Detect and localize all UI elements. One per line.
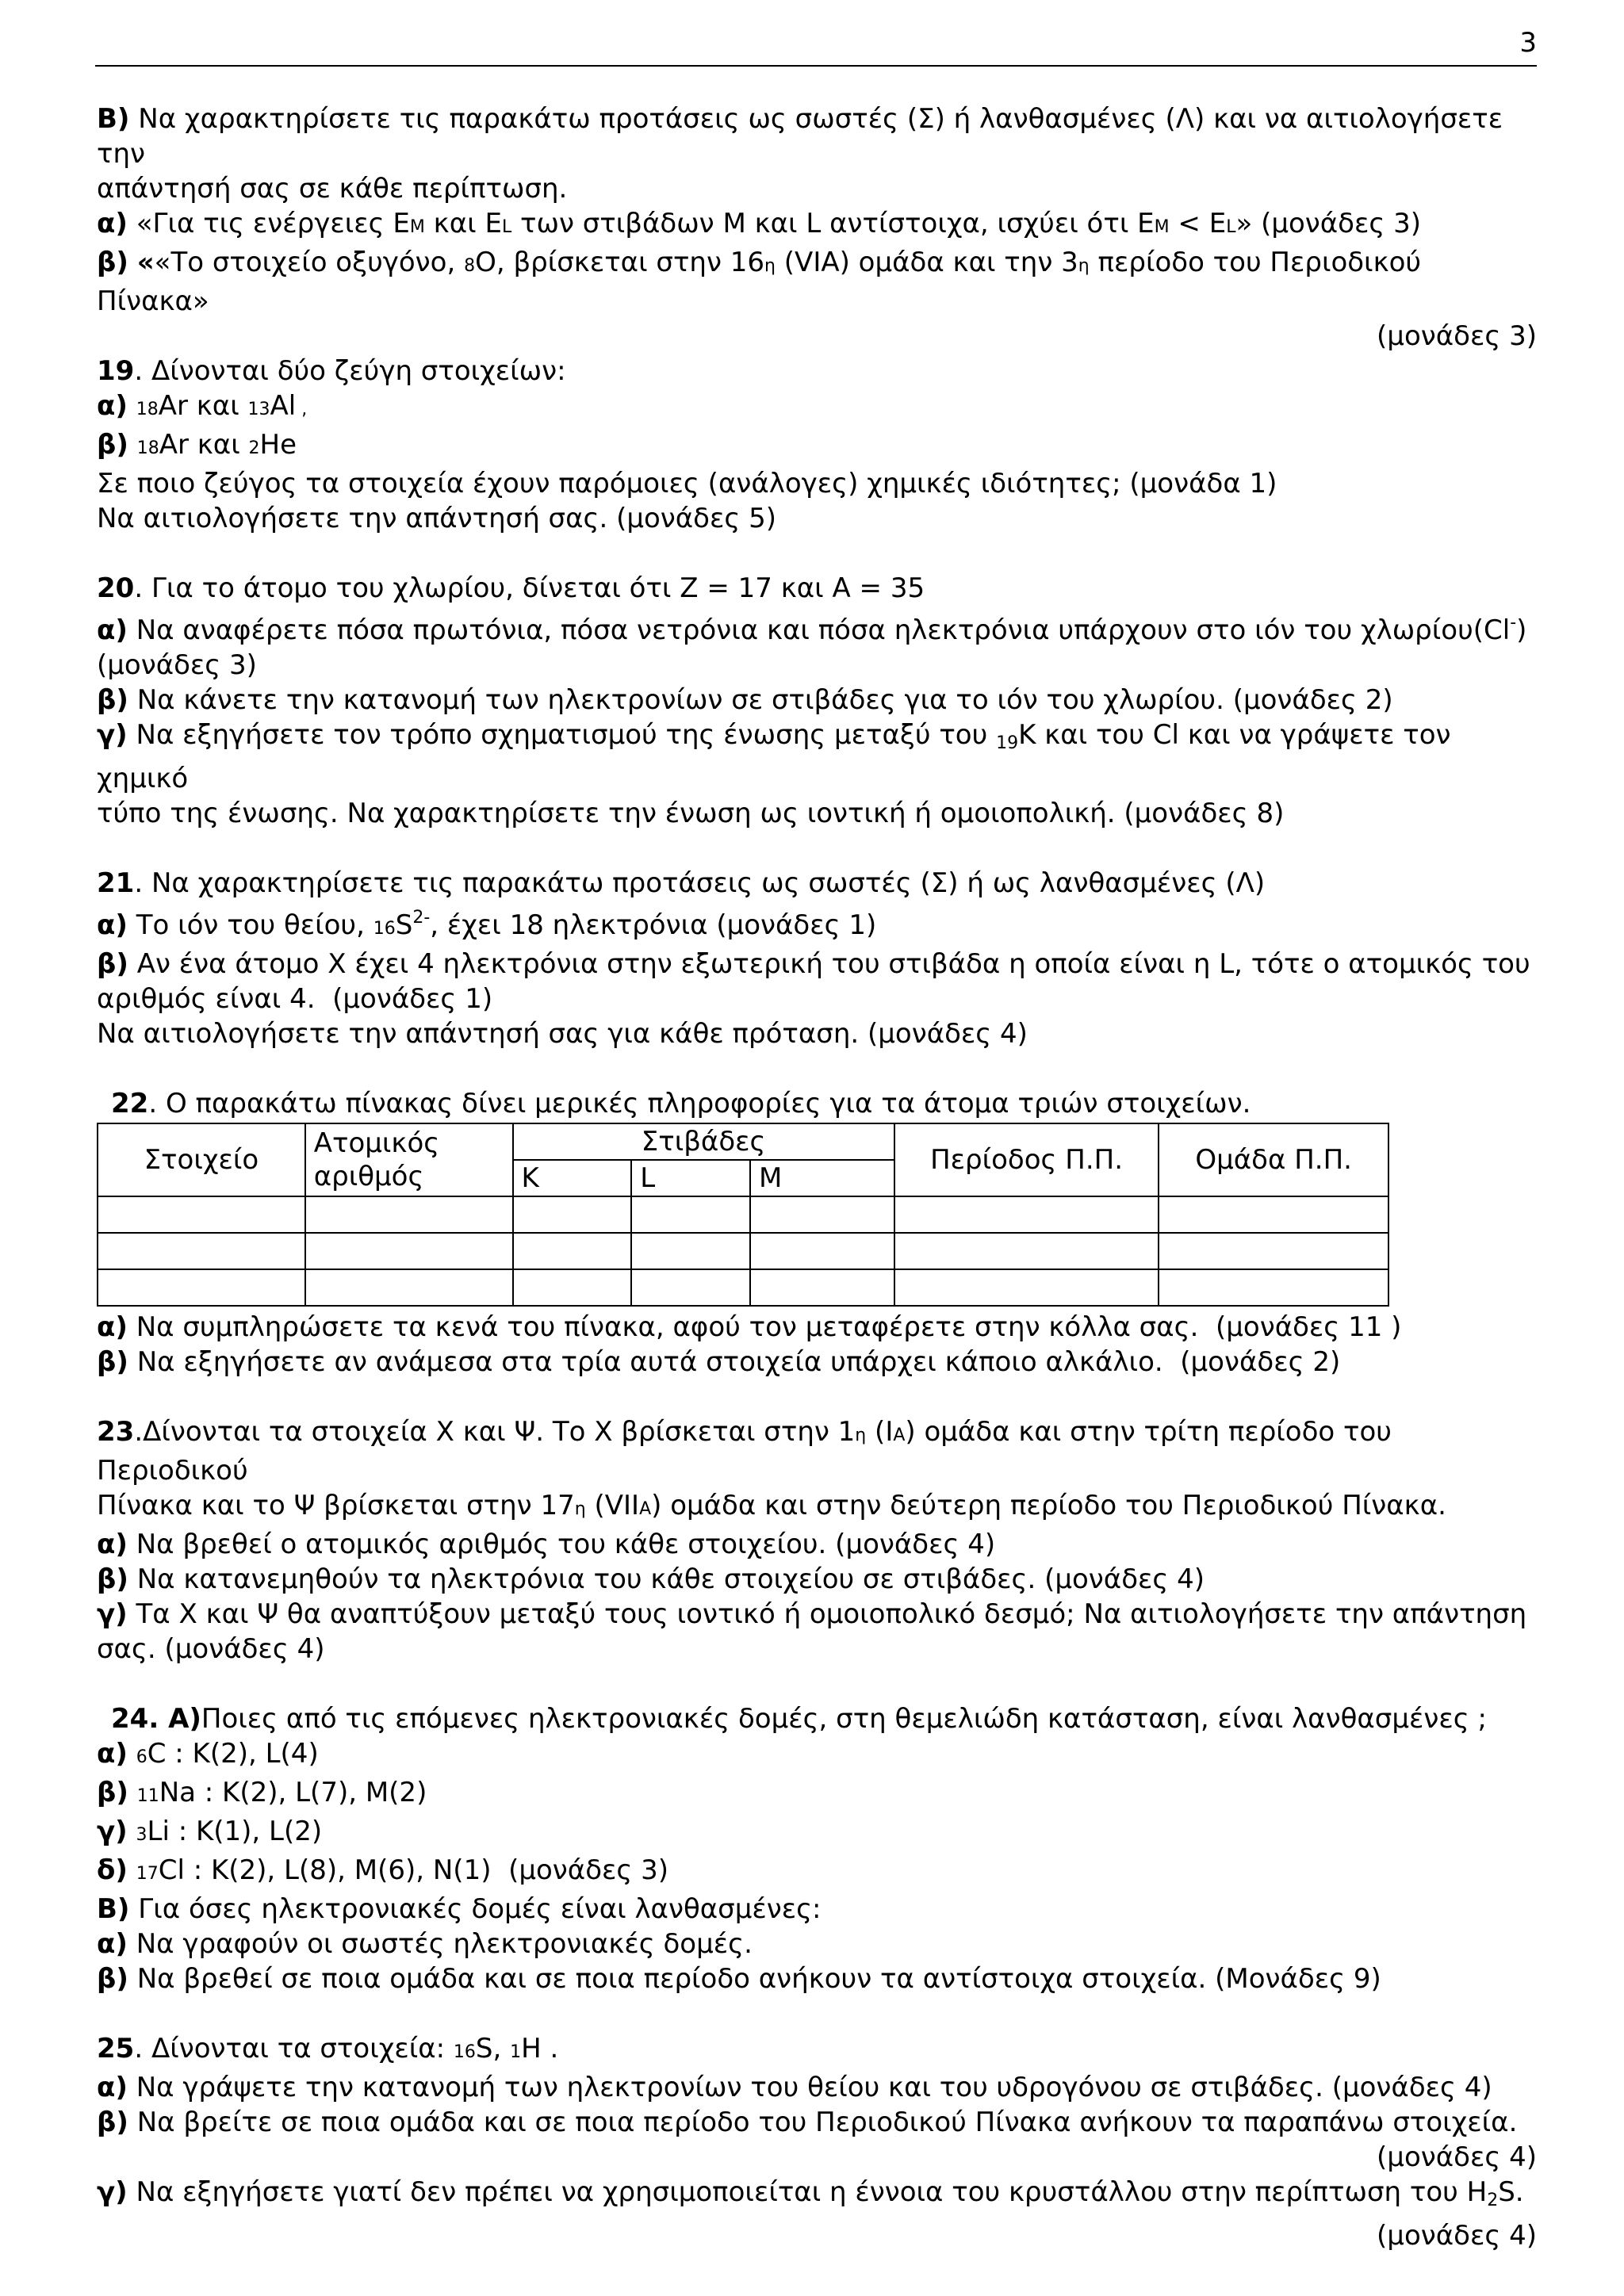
ordinal: η bbox=[855, 1425, 867, 1445]
atomic-number: 2 bbox=[248, 438, 260, 458]
q19-line4: Σε ποιο ζεύγος τα στοιχεία έχουν παρόμοιες (ανάλογες) χημικές ιδιότητες; (μονάδα 1) bbox=[97, 468, 1277, 499]
table-row bbox=[98, 1269, 1388, 1306]
atomic-number: 6 bbox=[136, 1747, 147, 1767]
t: . Δίνονται δύο ζεύγη στοιχείων: bbox=[134, 355, 566, 387]
question-number: 22 bbox=[111, 1088, 149, 1119]
label-B: B) bbox=[97, 103, 130, 135]
label-d: δ) bbox=[97, 1854, 128, 1886]
q24-Bb bbox=[97, 1961, 1537, 1996]
t: Να κάνετε την κατανομή των ηλεκτρονίων σε στιβάδες για το ιόν του χλωρίου. (μονάδες 2) bbox=[128, 684, 1393, 716]
t: Να βρεθεί ο ατομικός αριθμός του κάθε στοιχείου. (μονάδες 4) bbox=[127, 1529, 996, 1560]
t: Να εξηγήσετε τον τρόπο σχηματισμού της ένωσης μεταξύ του bbox=[127, 719, 997, 751]
t: Ατομικός bbox=[313, 1127, 440, 1159]
t: O, βρίσκεται στην 16 bbox=[475, 247, 765, 278]
q21-b bbox=[97, 947, 1537, 982]
q21-b-line2: αριθμός είναι 4. (μονάδες 1) bbox=[97, 983, 493, 1015]
label-a: α) bbox=[97, 909, 128, 941]
question-number: 23 bbox=[97, 1416, 135, 1448]
q22-a bbox=[97, 1310, 1537, 1345]
t: (I bbox=[866, 1416, 894, 1448]
t: A bbox=[893, 1425, 906, 1445]
atomic-number: 1 bbox=[510, 2042, 522, 2062]
label-b: β) bbox=[97, 1346, 128, 1378]
label-b: β) bbox=[97, 948, 128, 980]
header-atomic-number bbox=[305, 1123, 513, 1196]
t: Να γράψετε την κατανομή των ηλεκτρονίων του θείου και του υδρογόνου σε στιβάδες. (μονάδες 4) bbox=[127, 2072, 1492, 2103]
q25-c bbox=[97, 2175, 1537, 2218]
q20-a-marks: (μονάδες 3) bbox=[97, 649, 257, 681]
q23-title bbox=[97, 1414, 1537, 1488]
t: . Δίνονται τα στοιχεία: bbox=[134, 2033, 454, 2064]
q25-c-marks: (μονάδες 4) bbox=[1377, 2220, 1537, 2252]
t: Na : K(2), L(7), M(2) bbox=[159, 1777, 427, 1808]
atomic-number: 3 bbox=[136, 1825, 147, 1845]
label-b: β) bbox=[97, 247, 128, 278]
sub-M: M bbox=[409, 217, 425, 237]
label-b: β) bbox=[97, 1777, 128, 1808]
label-a: α) bbox=[97, 1311, 128, 1343]
t: Li : K(1), L(2) bbox=[147, 1816, 323, 1847]
t: < E bbox=[1169, 208, 1227, 239]
question-number: 20 bbox=[97, 572, 135, 604]
q24-B bbox=[97, 1892, 1537, 1927]
q23-a bbox=[97, 1527, 1537, 1562]
t: Να εξηγήσετε γιατί δεν πρέπει να χρησιμοποιείται η έννοια του κρυστάλλου στην περίπτωση του H bbox=[127, 2176, 1488, 2208]
header-rule bbox=[95, 65, 1537, 67]
q25-title bbox=[97, 2031, 1537, 2070]
q19-a bbox=[97, 388, 1537, 427]
t: A bbox=[639, 1499, 652, 1519]
t: Ar και bbox=[158, 390, 248, 422]
t: S, bbox=[475, 2033, 511, 2064]
label-b: β) bbox=[97, 1563, 128, 1595]
question-number: 21 bbox=[97, 867, 135, 899]
q21-title bbox=[97, 866, 1537, 901]
q25-a bbox=[97, 2070, 1537, 2105]
t: Ar και bbox=[159, 429, 249, 461]
charge: 2- bbox=[412, 908, 431, 928]
question-number: 25 bbox=[97, 2033, 135, 2064]
spacer bbox=[97, 1667, 1537, 1701]
t: Αν ένα άτομο X έχει 4 ηλεκτρόνια στην εξωτερική του στιβάδα η οποία είναι η L, τότε ο ατομικός του bbox=[128, 948, 1530, 980]
atomic-number: 19 bbox=[996, 733, 1019, 753]
t: Να εξηγήσετε αν ανάμεσα στα τρία αυτά στοιχεία υπάρχει κάποιο αλκάλιο. (μονάδες 2) bbox=[128, 1346, 1341, 1378]
q20-b bbox=[97, 683, 1537, 718]
atomic-number: 17 bbox=[136, 1864, 159, 1884]
atomic-number: 11 bbox=[136, 1786, 159, 1806]
question-number: 19 bbox=[97, 355, 135, 387]
atomic-number: 13 bbox=[247, 400, 270, 419]
t: ) ομάδα και στην δεύτερη περίοδο του Περιοδικού Πίνακα. bbox=[651, 1490, 1446, 1521]
spacer bbox=[97, 831, 1537, 866]
header-K: K bbox=[513, 1160, 632, 1196]
t: περίοδο του Περιοδικού Πίνακα» bbox=[97, 247, 1430, 317]
header-element: Στοιχείο bbox=[98, 1123, 305, 1196]
header-group: Ομάδα Π.Π. bbox=[1159, 1123, 1388, 1196]
atomic-number: 18 bbox=[136, 400, 159, 419]
t: των στιβάδων M και L αντίστοιχα, ισχύει ότι E bbox=[511, 208, 1155, 239]
q21-a bbox=[97, 901, 1537, 947]
t: » (μονάδες 3) bbox=[1235, 208, 1422, 239]
q25-b bbox=[97, 2105, 1537, 2140]
label-c: γ) bbox=[97, 1816, 128, 1847]
q25-b-marks: (μονάδες 4) bbox=[1377, 2141, 1537, 2173]
q20-c bbox=[97, 718, 1537, 796]
t: Cl : K(2), L(8), M(6), N(1) (μονάδες 3) bbox=[158, 1854, 669, 1886]
label-b: β) bbox=[97, 429, 128, 461]
t: K και του Cl και να γράψετε τον χημικό bbox=[97, 719, 1460, 794]
label-a: α) bbox=[97, 2072, 128, 2103]
t: Να συμπληρώσετε τα κενά του πίνακα, αφού τον μεταφέρετε στην κόλλα σας. (μονάδες 11 ) bbox=[127, 1311, 1402, 1343]
t: «Για τις ενέργειες E bbox=[136, 208, 410, 239]
q20-a bbox=[97, 606, 1537, 648]
label-c: γ) bbox=[97, 2176, 128, 2208]
spacer bbox=[97, 536, 1537, 571]
label-a: α) bbox=[97, 614, 128, 646]
t: Τα X και Ψ θα αναπτύξουν μεταξύ τους ιοντικό ή ομοιοπολικό δεσμό; Να αιτιολογήσετε την απάντηση bbox=[127, 1598, 1527, 1630]
q24-a bbox=[97, 1736, 1537, 1775]
qB-a bbox=[97, 206, 1537, 245]
q20-c-line2: τύπο της ένωσης. Να χαρακτηρίσετε την ένωση ως ιοντική ή ομοιοπολική. (μονάδες 8) bbox=[97, 798, 1285, 829]
t: και E bbox=[424, 208, 502, 239]
label-b: β) bbox=[97, 2107, 128, 2138]
t: .Δίνονται τα στοιχεία X και Ψ. Το X βρίσκεται στην 1 bbox=[134, 1416, 856, 1448]
label-a: α) bbox=[97, 208, 128, 239]
t: Πίνακα και το Ψ βρίσκεται στην 17 bbox=[97, 1490, 575, 1521]
qB-b: β) ««Το στοιχείο οξυγόνο, 8O, βρίσκεται στην 16η (VIA) ομάδα και την 3η περίοδο του Περιοδικού Πίνακα» bbox=[97, 247, 1430, 317]
header-L: L bbox=[631, 1160, 750, 1196]
label-b: β) bbox=[97, 684, 128, 716]
q21-line4: Να αιτιολογήσετε την απάντησή σας για κάθε πρόταση. (μονάδες 4) bbox=[97, 1018, 1028, 1050]
t: (VIA) ομάδα και την 3 bbox=[775, 247, 1078, 278]
elements-table bbox=[97, 1123, 1389, 1307]
t: Να γραφούν οι σωστές ηλεκτρονιακές δομές. bbox=[127, 1928, 753, 1960]
q24-Ba bbox=[97, 1927, 1537, 1961]
label-a: α) bbox=[97, 1738, 128, 1770]
header-shells: Στιβάδες bbox=[513, 1123, 894, 1160]
label-c: γ) bbox=[97, 719, 128, 751]
t: Για όσες ηλεκτρονιακές δομές είναι λανθασμένες: bbox=[129, 1893, 822, 1925]
qB-line1 bbox=[97, 101, 1537, 171]
header-M: M bbox=[750, 1160, 894, 1196]
ordinal: η bbox=[764, 256, 776, 276]
sub-M: M bbox=[1154, 217, 1170, 237]
t: . Για το άτομο του χλωρίου, δίνεται ότι Z = 17 και A = 35 bbox=[134, 572, 925, 604]
t: . Να χαρακτηρίσετε τις παρακάτω προτάσεις ως σωστές (Σ) ή ως λανθασμένες (Λ) bbox=[134, 867, 1266, 899]
label-a: α) bbox=[97, 1529, 128, 1560]
atomic-number: 16 bbox=[373, 919, 396, 939]
t: C : K(2), L(4) bbox=[147, 1738, 319, 1770]
label-c: γ) bbox=[97, 1598, 128, 1630]
spacer bbox=[97, 1996, 1537, 2031]
t: H . bbox=[521, 2033, 559, 2064]
t: Να αναφέρετε πόσα πρωτόνια, πόσα νετρόνια και πόσα ηλεκτρόνια υπάρχουν στο ιόν του χλωρίου(Cl bbox=[127, 614, 1511, 646]
charge: - bbox=[1510, 613, 1517, 633]
sub-L: L bbox=[501, 217, 512, 237]
t: αριθμός bbox=[313, 1161, 424, 1192]
label-a: α) bbox=[97, 1928, 128, 1960]
atomic-number: 16 bbox=[453, 2042, 476, 2062]
page-number: 3 bbox=[1519, 27, 1537, 59]
label-a: α) bbox=[97, 390, 128, 422]
subscript: 2 bbox=[1487, 2191, 1499, 2210]
q23-b bbox=[97, 1562, 1537, 1597]
sub-L: L bbox=[1226, 217, 1236, 237]
q19-line5: Να αιτιολογήσετε την απάντησή σας. (μονάδες 5) bbox=[97, 503, 777, 534]
ordinal: η bbox=[574, 1499, 586, 1519]
table-row bbox=[98, 1233, 1388, 1269]
t: He bbox=[259, 429, 297, 461]
label-B: B) bbox=[97, 1893, 130, 1925]
atomic-number: 18 bbox=[136, 438, 159, 458]
t: ) bbox=[1516, 614, 1527, 646]
t: «Το στοιχείο οξυγόνο, bbox=[154, 247, 465, 278]
t: Να κατανεμηθούν τα ηλεκτρόνια του κάθε στοιχείου σε στιβάδες. (μονάδες 4) bbox=[128, 1563, 1205, 1595]
t: , έχει 18 ηλεκτρόνια (μονάδες 1) bbox=[430, 909, 877, 941]
ordinal: η bbox=[1078, 256, 1090, 276]
q19-title bbox=[97, 354, 1537, 388]
q24-title bbox=[97, 1701, 1537, 1736]
t: , bbox=[296, 400, 308, 419]
q23-line2 bbox=[97, 1488, 1537, 1527]
q20-title bbox=[97, 571, 1537, 606]
document-body bbox=[97, 101, 1537, 2253]
label-b: β) bbox=[97, 1963, 128, 1995]
t: Να βρεθεί σε ποια ομάδα και σε ποια περίοδο ανήκουν τα αντίστοιχα στοιχεία. (Μονάδες 9) bbox=[128, 1963, 1381, 1995]
t: ) ομάδα και στην τρίτη περίοδο του Περιοδικού bbox=[97, 1416, 1400, 1487]
header-period: Περίοδος Π.Π. bbox=[894, 1123, 1159, 1196]
t: (VII bbox=[585, 1490, 640, 1521]
t: Al bbox=[270, 390, 297, 422]
q23-c bbox=[97, 1597, 1537, 1632]
qB-marks: (μονάδες 3) bbox=[1377, 320, 1537, 352]
t: S bbox=[395, 909, 413, 941]
t: Να βρείτε σε ποια ομάδα και σε ποια περίοδο του Περιοδικού Πίνακα ανήκουν τα παραπάνω στοιχεία. bbox=[128, 2107, 1518, 2138]
t: . Ο παρακάτω πίνακας δίνει μερικές πληροφορίες για τα άτομα τριών στοιχείων. bbox=[148, 1088, 1251, 1119]
question-number: 24. A) bbox=[111, 1703, 201, 1735]
q24-b bbox=[97, 1775, 1537, 1814]
spacer bbox=[97, 1051, 1537, 1086]
q22-b bbox=[97, 1345, 1537, 1380]
q24-d bbox=[97, 1853, 1537, 1892]
spacer bbox=[97, 1380, 1537, 1414]
t: Ποιες από τις επόμενες ηλεκτρονιακές δομές, στη θεμελιώδη κατάσταση, είναι λανθασμένες ; bbox=[201, 1703, 1487, 1735]
table-row bbox=[98, 1196, 1388, 1233]
t: Το ιόν του θείου, bbox=[127, 909, 373, 941]
atomic-number: 8 bbox=[464, 256, 476, 276]
qB-text1: Να χαρακτηρίσετε τις παρακάτω προτάσεις ως σωστές (Σ) ή λανθασμένες (Λ) και να αιτιολογήσετε την bbox=[97, 103, 1511, 170]
q24-c bbox=[97, 1814, 1537, 1853]
table-header-row bbox=[98, 1123, 1388, 1160]
q22-title bbox=[97, 1086, 1537, 1121]
q19-b bbox=[97, 427, 1537, 466]
t: S. bbox=[1498, 2176, 1524, 2208]
qB-line2: απάντησή σας σε κάθε περίπτωση. bbox=[97, 173, 568, 205]
q23-c-line2: σας. (μονάδες 4) bbox=[97, 1633, 325, 1665]
